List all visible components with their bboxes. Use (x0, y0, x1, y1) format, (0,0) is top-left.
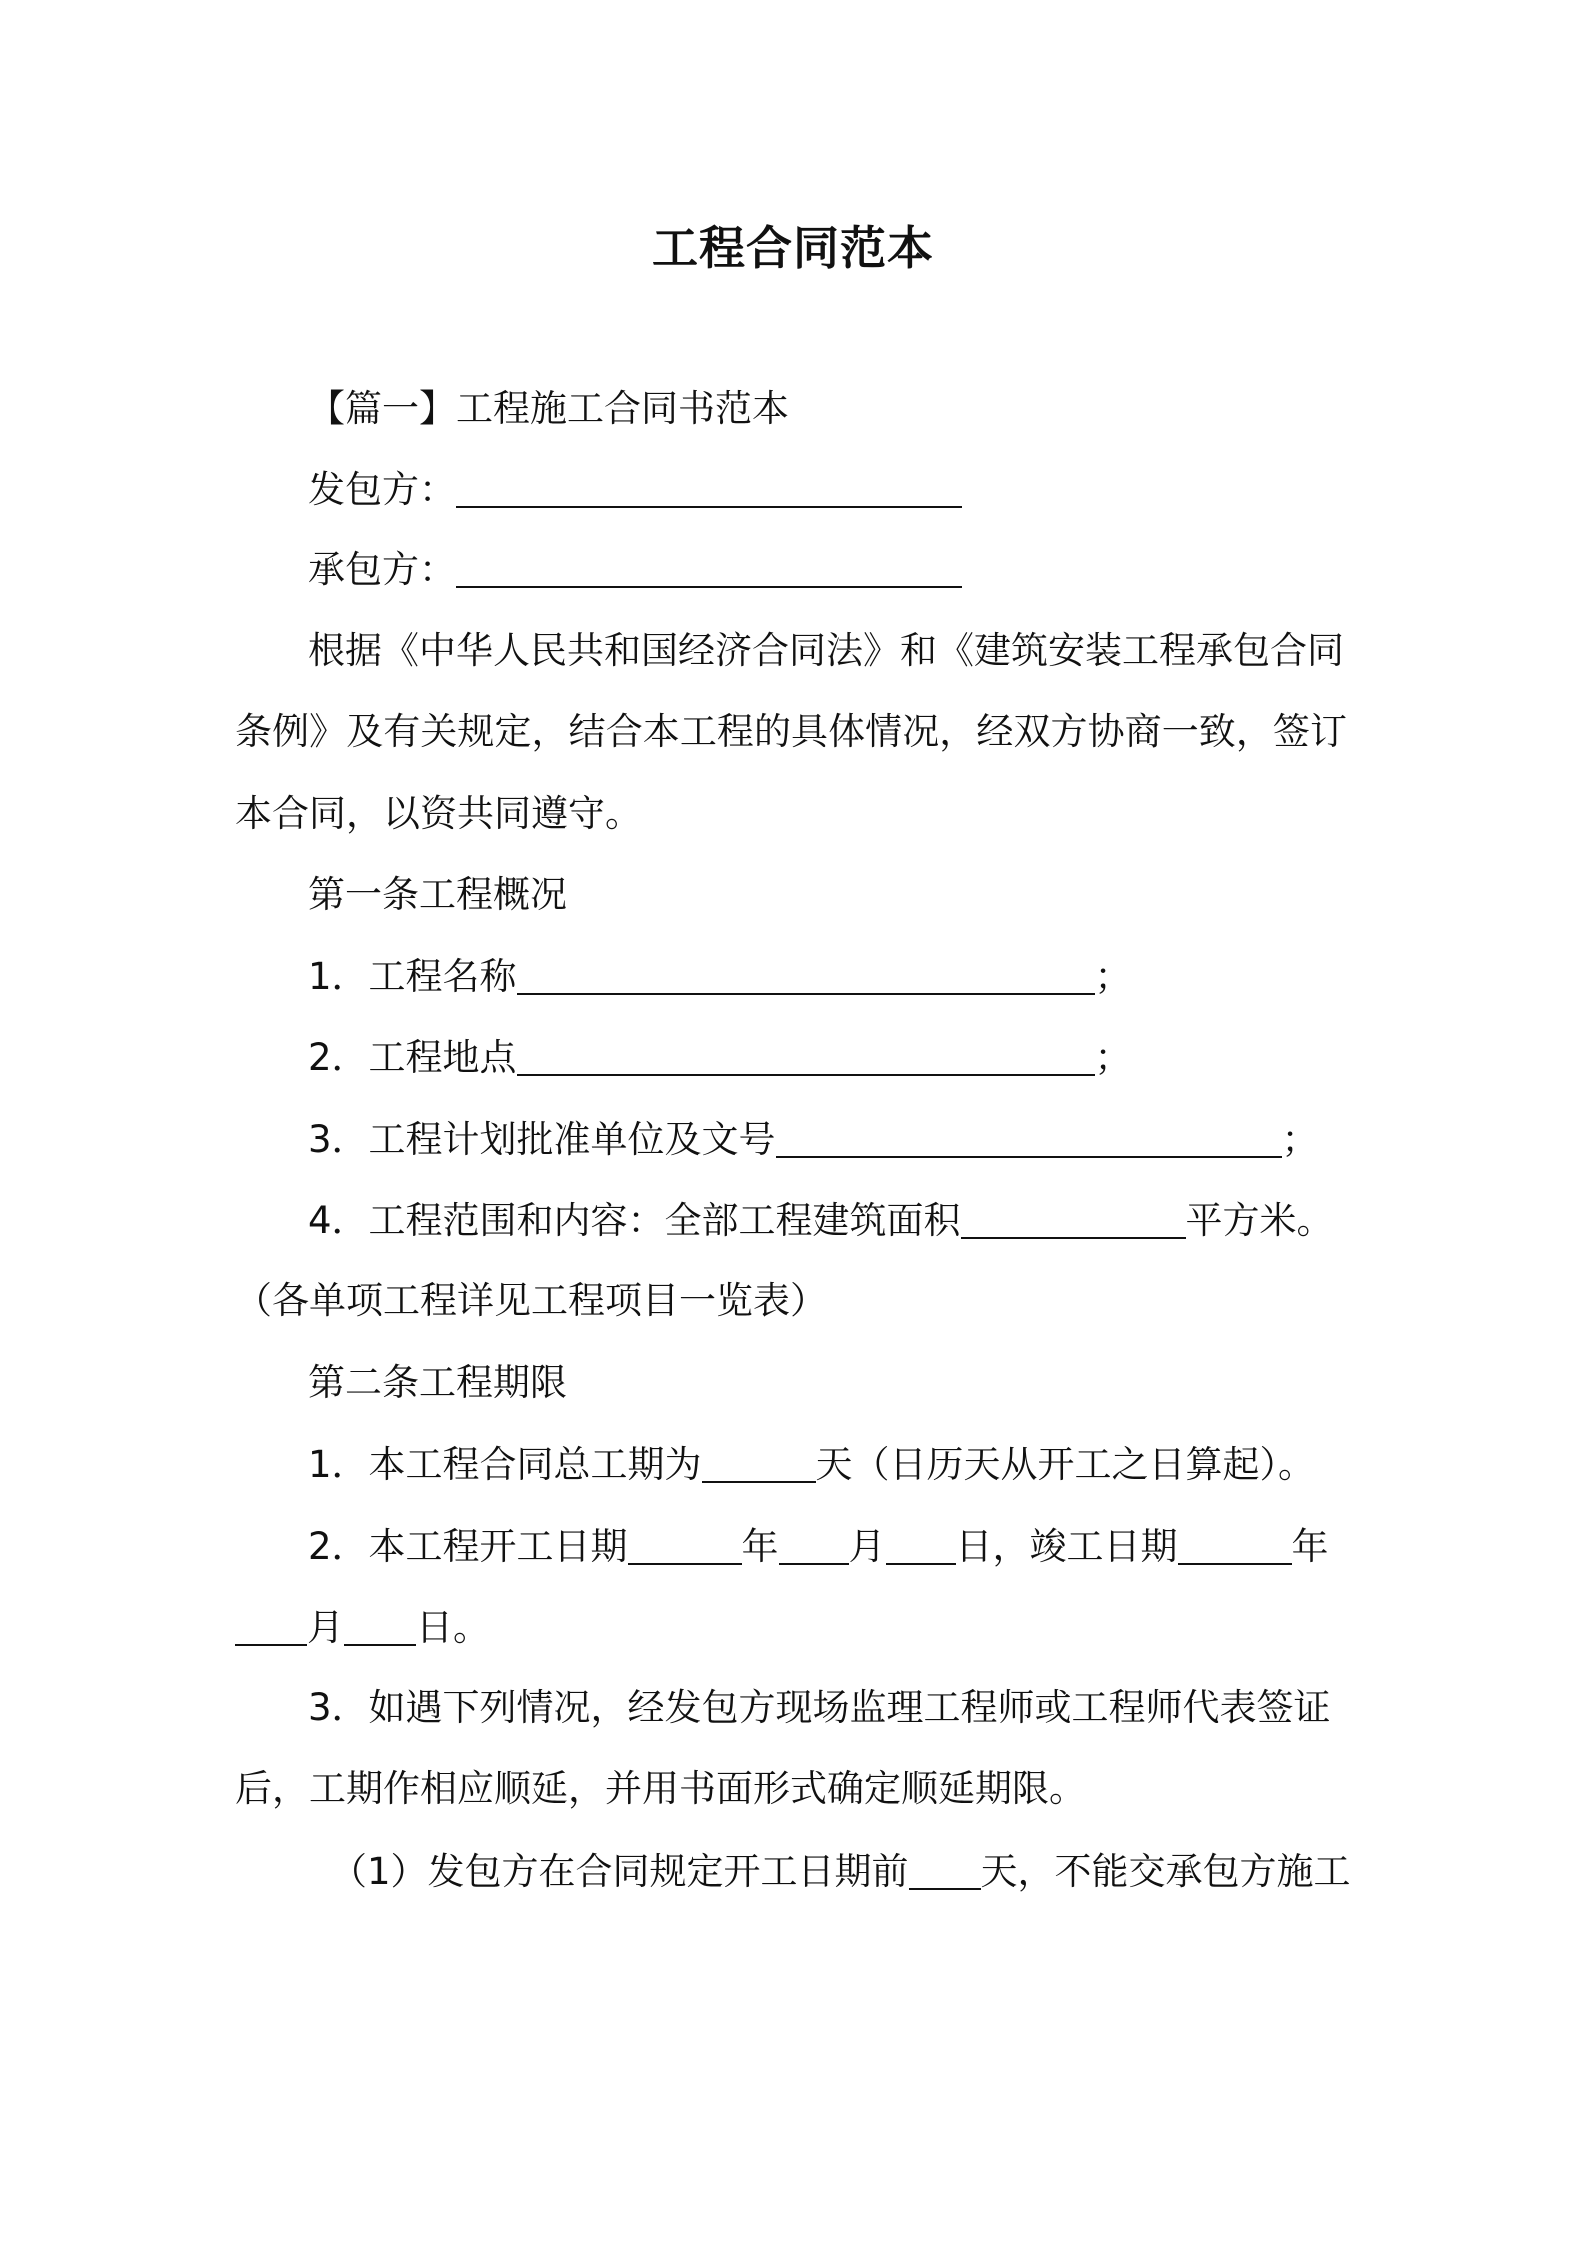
start-year-blank[interactable] (628, 1527, 742, 1565)
completion-day-blank[interactable] (344, 1608, 416, 1646)
preamble-line-1: 根据《中华人民共和国经济合同法》和《建筑安装工程承包合同 (308, 629, 1344, 672)
article2-item3-line1: 3．如遇下列情况，经发包方现场监理工程师或工程师代表签证 (308, 1686, 1331, 1729)
party-a-blank[interactable] (456, 470, 962, 508)
building-area-blank[interactable] (961, 1201, 1186, 1239)
total-duration-label: 1．本工程合同总工期为 (308, 1443, 702, 1486)
document-title: 工程合同范本 (652, 221, 934, 275)
article2-sub1 (330, 1850, 1351, 1893)
article1-item3 (308, 1118, 1319, 1161)
building-area-label: 4．工程范围和内容：全部工程建筑面积 (308, 1199, 961, 1242)
party-b-label: 承包方： (308, 548, 456, 591)
item-end-mark: ； (1281, 1118, 1319, 1161)
completion-date-label: 日，竣工日期 (955, 1525, 1178, 1568)
building-area-unit: 平方米。 (1185, 1199, 1334, 1242)
item-end-mark: ； (1094, 955, 1132, 998)
party-a-line (308, 468, 962, 511)
start-month-blank[interactable] (779, 1527, 849, 1565)
year-label: 年 (741, 1525, 779, 1568)
party-b-blank[interactable] (456, 550, 962, 588)
completion-year-blank[interactable] (1178, 1527, 1292, 1565)
total-duration-blank[interactable] (702, 1445, 816, 1483)
project-location-blank[interactable] (517, 1038, 1095, 1076)
month-label: 月 (307, 1606, 344, 1649)
approval-unit-label: 3．工程计划批准单位及文号 (308, 1118, 776, 1161)
article1-item1 (308, 955, 1132, 998)
article1-item4-note: （各单项工程详见工程项目一览表） (235, 1279, 827, 1322)
item-end-mark: ； (1094, 1036, 1132, 1079)
article2-item3-line2: 后，工期作相应顺延，并用书面形式确定顺延期限。 (235, 1767, 1086, 1810)
preamble-line-2: 条例》及有关规定，结合本工程的具体情况，经双方协商一致，签订 (235, 710, 1347, 753)
project-name-label: 1．工程名称 (308, 955, 517, 998)
sub1-label: （1）发包方在合同规定开工日期前 (330, 1850, 909, 1893)
approval-unit-blank[interactable] (776, 1120, 1282, 1158)
completion-month-blank[interactable] (235, 1608, 307, 1646)
article2-heading: 第二条工程期限 (308, 1361, 567, 1404)
article2-item2-cont (235, 1606, 490, 1649)
section-heading: 【篇一】工程施工合同书范本 (308, 387, 789, 430)
article1-item4 (308, 1199, 1334, 1242)
article1-item2 (308, 1036, 1132, 1079)
start-date-label: 2．本工程开工日期 (308, 1525, 628, 1568)
article1-heading: 第一条工程概况 (308, 873, 567, 916)
month-label: 月 (848, 1525, 886, 1568)
year-label: 年 (1291, 1525, 1329, 1568)
project-name-blank[interactable] (517, 957, 1095, 995)
total-duration-suffix: 天（日历天从开工之日算起）。 (815, 1443, 1316, 1486)
sub1-suffix: 天，不能交承包方施工 (980, 1850, 1351, 1893)
day-end-label: 日。 (416, 1606, 490, 1649)
party-b-line (308, 548, 962, 591)
party-a-label: 发包方： (308, 468, 456, 511)
article2-item2 (308, 1525, 1329, 1568)
sub1-days-blank[interactable] (909, 1852, 981, 1890)
article2-item1 (308, 1443, 1316, 1486)
start-day-blank[interactable] (886, 1527, 956, 1565)
preamble-line-3: 本合同，以资共同遵守。 (235, 792, 642, 835)
project-location-label: 2．工程地点 (308, 1036, 517, 1079)
